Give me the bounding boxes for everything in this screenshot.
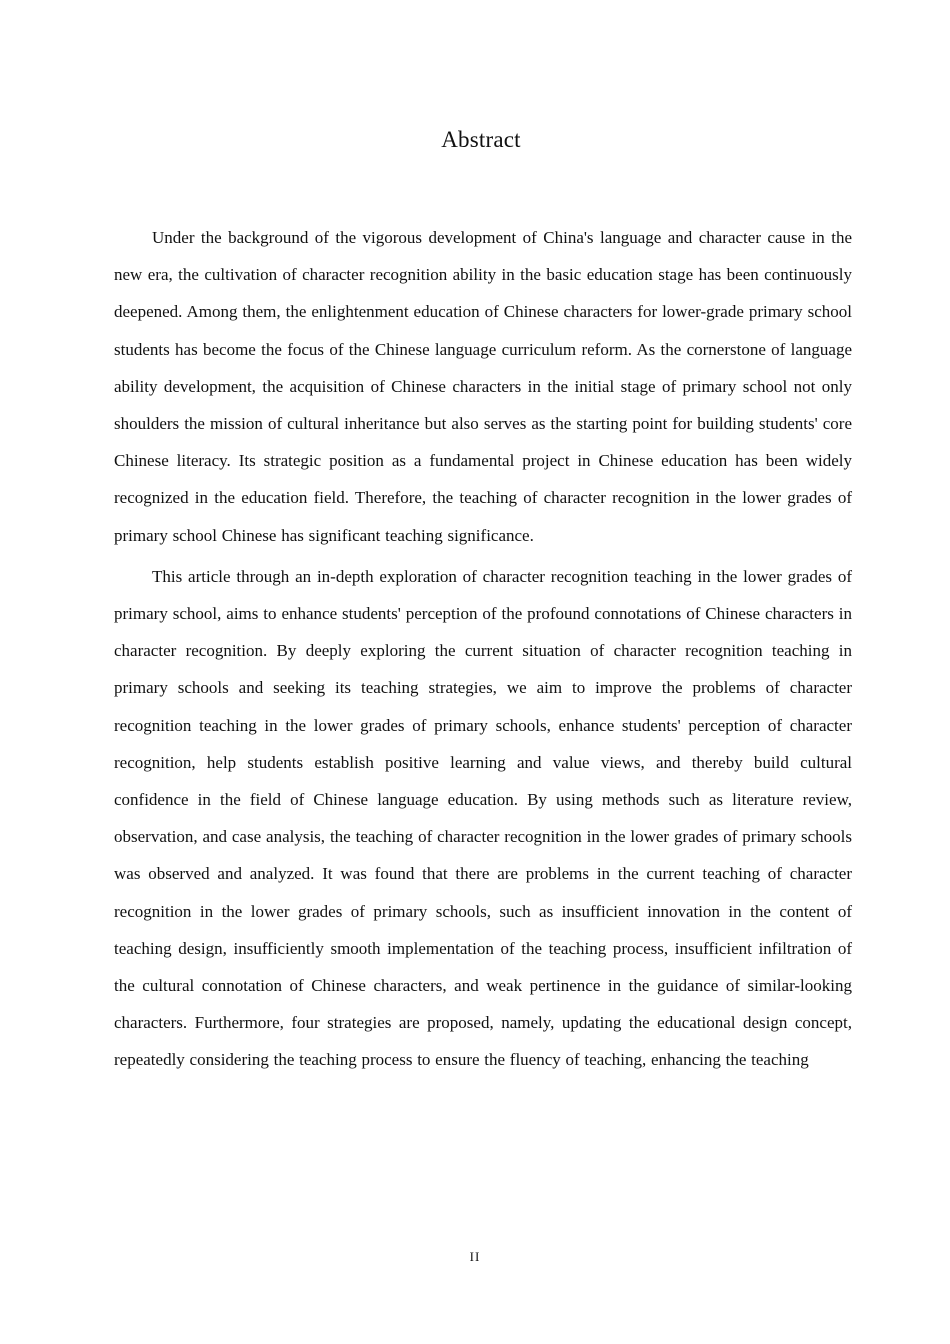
- abstract-paragraph-1: Under the background of the vigorous development of China's language and character cause in the new era, the cultivation of character recognition ability in the basic education stage has been continuously deepened. Among them, the enlightenment education of Chinese characters for lower-grade primary school students has become the focus of the Chinese language curriculum reform. As the cornerstone of language ability development, the acquisition of Chinese characters in the initial stage of primary school not only shoulders the mission of cultural inheritance but also serves as the starting point for building students' core Chinese literacy. Its strategic position as a fundamental project in Chinese education has been widely recognized in the education field. Therefore, the teaching of character recognition in the lower grades of primary school Chinese has significant teaching significance.: [114, 228, 852, 545]
- page-title: Abstract: [441, 127, 521, 152]
- page-number: II: [469, 1249, 481, 1264]
- abstract-body: [114, 219, 852, 1079]
- abstract-paragraph-2: This article through an in-depth exploration of character recognition teaching in the lower grades of primary school, aims to enhance students' perception of the profound connotations of Chinese characters in character recognition. By deeply exploring the current situation of character recognition teaching in primary schools and seeking its teaching strategies, we aim to improve the problems of character recognition teaching in the lower grades of primary schools, enhance students' perception of character recognition, help students establish positive learning and value views, and thereby build cultural confidence in the field of Chinese language education. By using methods such as literature review, observation, and case analysis, the teaching of character recognition in the lower grades of primary schools was observed and analyzed. It was found that there are problems in the current teaching of character recognition in the lower grades of primary schools, such as insufficient innovation in the content of teaching design, insufficiently smooth implementation of the teaching process, insufficient infiltration of the cultural connotation of Chinese characters, and weak pertinence in the guidance of similar-looking characters. Furthermore, four strategies are proposed, namely, updating the educational design concept, repeatedly considering the teaching process to ensure the fluency of teaching, enhancing the teaching: [114, 566, 852, 1070]
